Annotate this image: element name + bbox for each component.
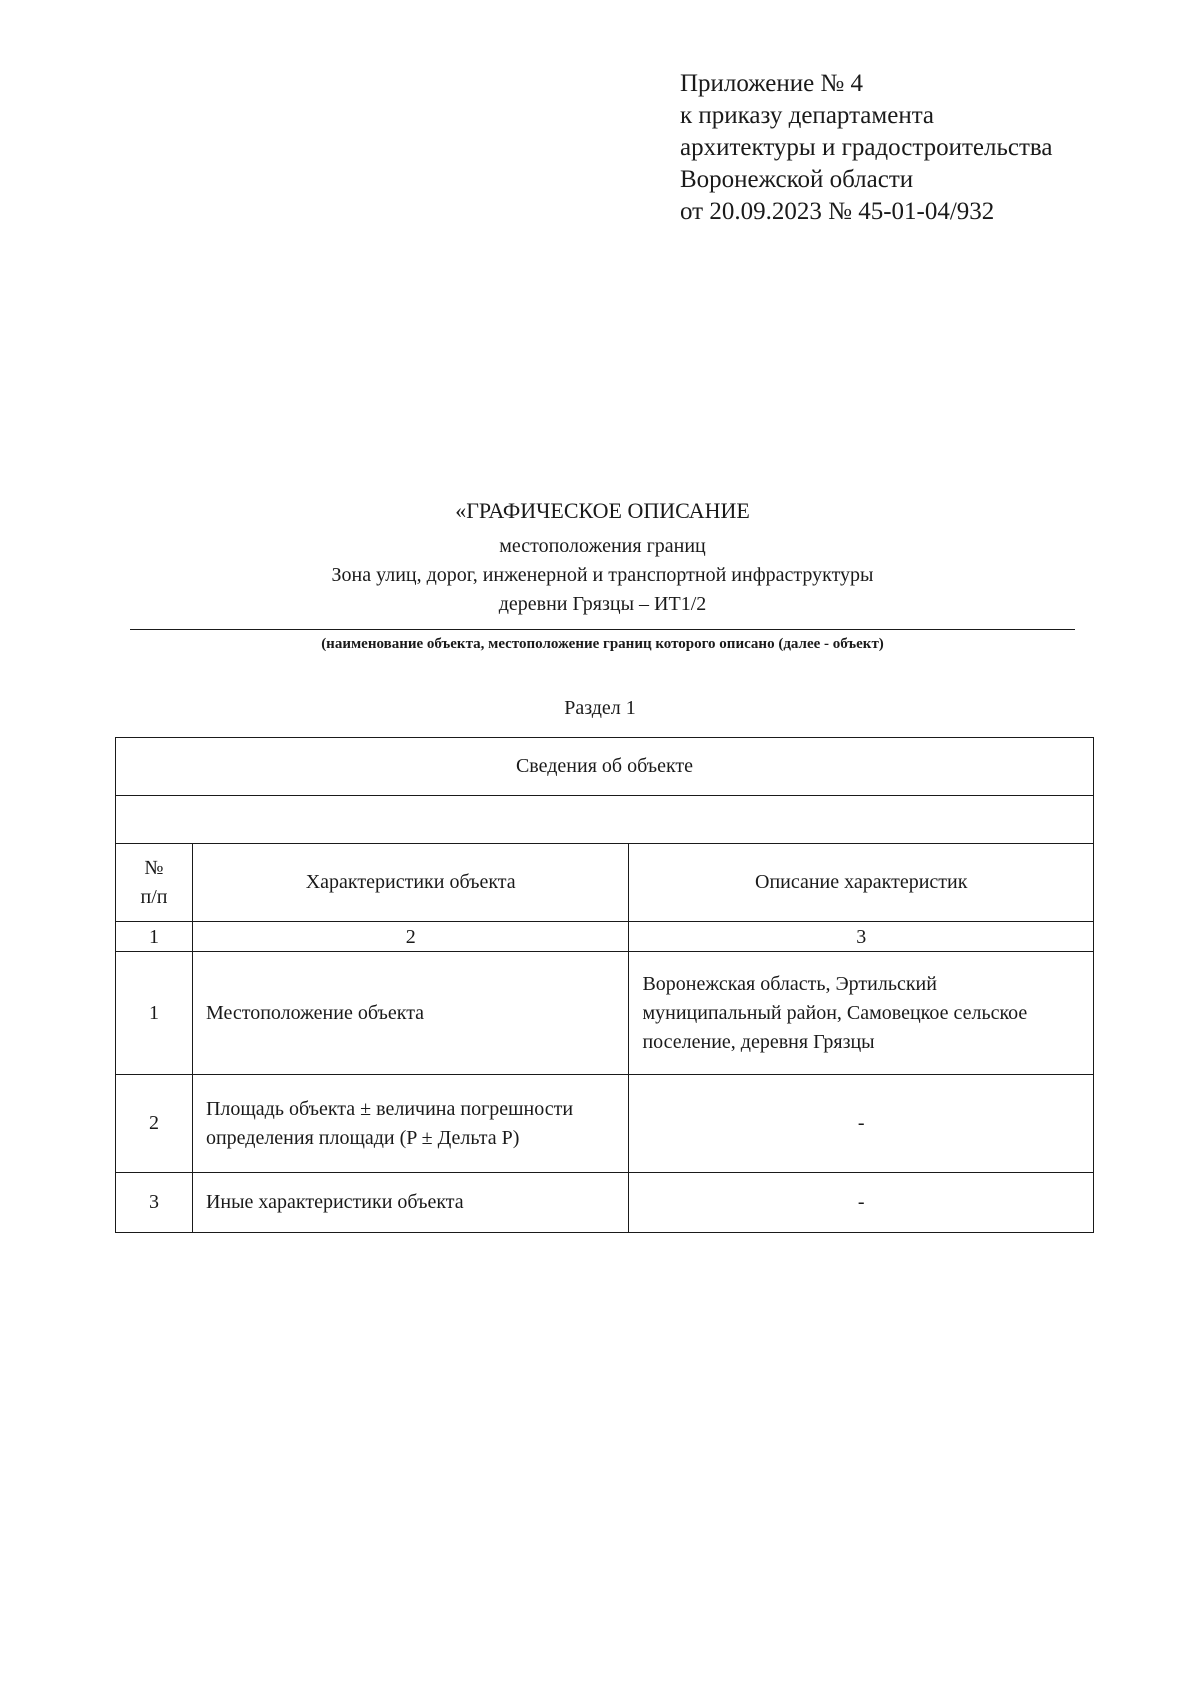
underline-rule	[130, 629, 1075, 630]
appendix-line: к приказу департамента	[680, 102, 935, 129]
object-name-caption: (наименование объекта, местоположение границ которого описано (далее - объект)	[321, 636, 884, 652]
row-description: -	[629, 1075, 1094, 1173]
appendix-line: Воронежской области	[680, 166, 914, 193]
appendix-block	[680, 68, 1052, 228]
row-characteristic: Иные характеристики объекта	[192, 1173, 629, 1233]
column-number: 1	[116, 922, 193, 952]
column-number: 3	[629, 922, 1094, 952]
table-caption-row	[116, 738, 1094, 796]
row-characteristic: Местоположение объекта	[192, 952, 629, 1075]
subtitle-line: Зона улиц, дорог, инженерной и транспортной инфраструктуры	[331, 564, 874, 586]
header-characteristic: Характеристики объекта	[192, 844, 629, 922]
section-label: Раздел 1	[564, 697, 636, 719]
header-description: Описание характеристик	[629, 844, 1094, 922]
document-subtitle	[130, 532, 1075, 619]
table-empty-row	[116, 796, 1094, 844]
subtitle-line: деревни Грязцы – ИТ1/2	[498, 593, 707, 615]
document-title: «ГРАФИЧЕСКОЕ ОПИСАНИЕ	[455, 498, 750, 523]
table-caption: Сведения об объекте	[116, 738, 1094, 796]
table-header-row	[116, 844, 1094, 922]
object-info-table	[115, 737, 1094, 1233]
header-number: № п/п	[116, 844, 193, 922]
row-number: 3	[116, 1173, 193, 1233]
table-empty-cell	[116, 796, 1094, 844]
row-characteristic: Площадь объекта ± величина погрешности определения площади (P ± Дельта P)	[192, 1075, 629, 1173]
column-number: 2	[192, 922, 629, 952]
subtitle-line: местоположения границ	[499, 535, 706, 557]
appendix-line: от 20.09.2023 № 45-01-04/932	[680, 198, 995, 225]
row-description: Воронежская область, Эртильский муниципальный район, Самовецкое сельское поселение, деревня Грязцы	[629, 952, 1094, 1075]
appendix-line: Приложение № 4	[680, 70, 864, 97]
appendix-line: архитектуры и градостроительства	[680, 134, 1053, 161]
table-row	[116, 1173, 1094, 1233]
row-description: -	[629, 1173, 1094, 1233]
column-number-row	[116, 922, 1094, 952]
document-heading	[130, 496, 1075, 654]
table-row	[116, 952, 1094, 1075]
table-row	[116, 1075, 1094, 1173]
row-number: 1	[116, 952, 193, 1075]
row-number: 2	[116, 1075, 193, 1173]
